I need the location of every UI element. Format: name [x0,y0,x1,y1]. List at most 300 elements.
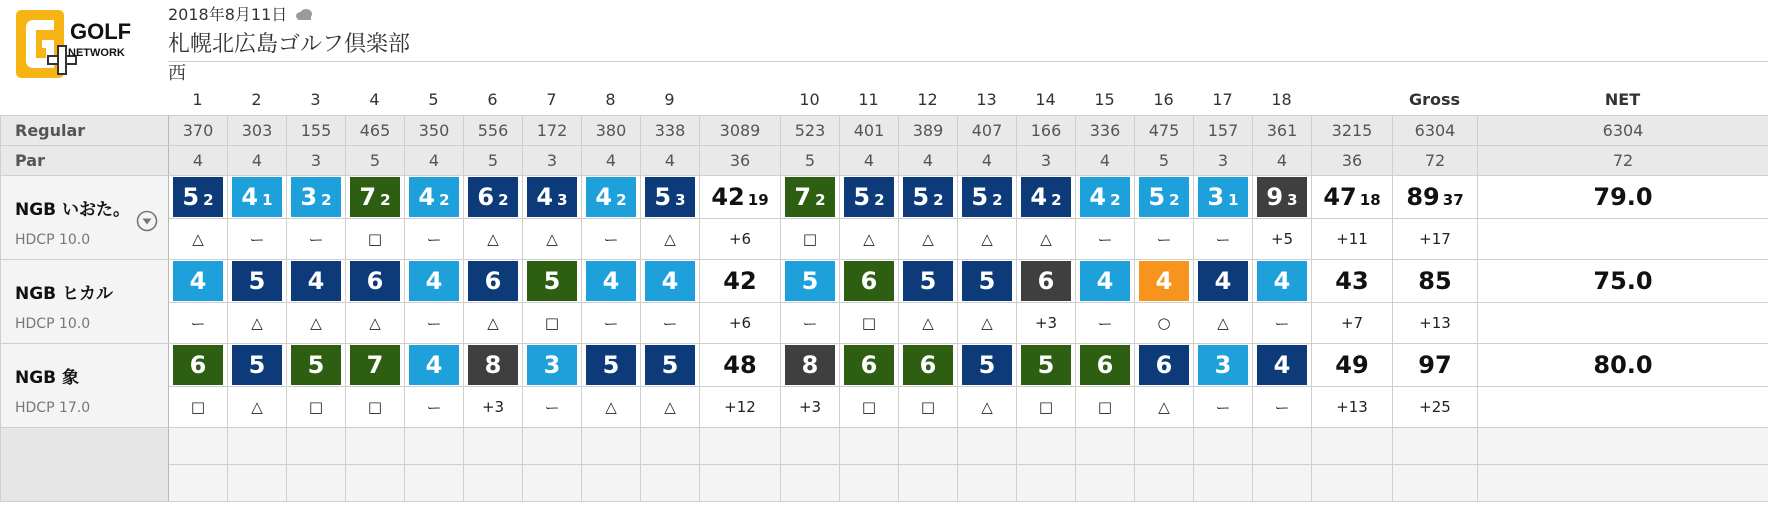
hole-label-6: 6 [487,90,498,109]
empty-cell [464,465,523,502]
total-strokes: 43 [1335,267,1369,295]
score-mark: △ [464,303,523,344]
empty-cell [840,428,899,465]
score-mark: □ [346,219,405,260]
info-cell: 370 [169,116,228,146]
hole-score-cell[interactable] [405,260,464,303]
hole-score-cell[interactable] [1253,176,1312,219]
strokes: 8 [801,351,819,379]
score-badge [1080,177,1130,217]
score-badge [409,261,459,301]
info-cell: 3089 [700,116,781,146]
empty-cell [700,465,781,502]
info-cell: 5 [1135,146,1194,176]
hole-score-cell[interactable] [958,260,1017,303]
strokes: 6 [860,351,878,379]
hole-label-13: 13 [976,90,997,109]
hole-score-cell[interactable] [1253,344,1312,387]
score-mark: △ [464,219,523,260]
hole-score-cell[interactable] [287,260,346,303]
hole-score-cell[interactable] [228,260,287,303]
info-cell: 6304 [1393,116,1478,146]
score-mark: ー [228,219,287,260]
score-mark: +3 [1017,303,1076,344]
player-score-row [1,260,1768,303]
hole-score-cell[interactable] [1076,344,1135,387]
score-mark: ー [1253,387,1312,428]
in-total-value [1335,267,1368,295]
info-cell: 303 [228,116,287,146]
hole-label-9: 9 [664,90,675,109]
score-mark: ー [405,219,464,260]
hole-score-cell[interactable] [1135,176,1194,219]
putts: 3 [1287,190,1298,209]
hole-score-cell[interactable] [228,176,287,219]
player-name: NGB いおた。 [15,200,131,220]
hole-score-cell[interactable] [582,176,641,219]
info-cell: 3 [1194,146,1253,176]
score-badge [903,345,953,385]
info-cell: 3 [287,146,346,176]
hole-label-17: 17 [1212,90,1233,109]
info-cell: 157 [1194,116,1253,146]
info-cell: 3 [523,146,582,176]
strokes: 5 [248,351,266,379]
empty-cell [169,465,228,502]
hole-score-cell[interactable] [405,344,464,387]
strokes: 3 [543,351,561,379]
net-score [1478,176,1768,219]
strokes: 4 [418,183,436,211]
total-putts: 19 [747,191,769,209]
empty-cell [346,465,405,502]
hole-label-2: 2 [251,90,262,109]
strokes: 5 [1037,351,1055,379]
score-mark: △ [169,219,228,260]
info-cell: 172 [523,116,582,146]
strokes: 4 [536,183,554,211]
strokes: 4 [1096,267,1114,295]
empty-cell [958,465,1017,502]
info-cell: 4 [958,146,1017,176]
in-total [1312,344,1393,387]
score-badge [527,261,577,301]
strokes: 4 [1155,267,1173,295]
total-strokes: 85 [1418,267,1452,295]
score-badge [1021,177,1071,217]
score-mark: □ [1076,387,1135,428]
score-mark [1478,387,1768,428]
putts: 1 [1228,190,1239,209]
score-badge [1080,345,1130,385]
empty-cell [641,465,700,502]
player-info[interactable] [1,260,169,344]
round-date: 2018年8月11日 [168,5,288,24]
putts: 2 [498,190,509,209]
putts: 2 [439,190,450,209]
empty-cell [1393,428,1478,465]
info-cell: 6304 [1478,116,1768,146]
net-score [1478,344,1768,387]
score-mark: △ [958,303,1017,344]
hole-score-cell[interactable] [582,260,641,303]
hole-score-cell[interactable] [641,176,700,219]
info-cell: 4 [169,146,228,176]
golf-network-logo [12,6,140,82]
score-mark: △ [641,387,700,428]
putts: 2 [933,190,944,209]
score-mark: ー [1076,219,1135,260]
score-mark: ー [1076,303,1135,344]
hole-score-cell[interactable] [958,176,1017,219]
score-mark: △ [641,219,700,260]
hole-label-7: 7 [546,90,557,109]
score-mark: ー [287,219,346,260]
score-badge [232,261,282,301]
strokes: 5 [1148,183,1166,211]
info-cell: 401 [840,116,899,146]
hole-label-14: 14 [1035,90,1056,109]
score-badge [844,345,894,385]
empty-cell [1135,428,1194,465]
score-mark: □ [287,387,346,428]
strokes: 4 [1089,183,1107,211]
hole-score-cell[interactable] [287,344,346,387]
empty-cell [287,465,346,502]
strokes: 5 [978,351,996,379]
score-badge [173,177,223,217]
hole-score-cell[interactable] [523,176,582,219]
hole-label-subtotal [699,86,780,114]
player-info[interactable] [1,176,169,260]
strokes: 6 [1037,267,1055,295]
player-info[interactable] [1,344,169,428]
score-badge [468,261,518,301]
score-badge [468,177,518,217]
info-cell: 4 [641,146,700,176]
score-badge [844,177,894,217]
score-badge [350,345,400,385]
score-badge [350,177,400,217]
player-score-row [1,176,1768,219]
hole-score-cell[interactable] [840,344,899,387]
hole-label-16: 16 [1153,90,1174,109]
empty-cell [1312,465,1393,502]
hole-score-cell[interactable] [840,176,899,219]
strokes: 4 [1273,351,1291,379]
hole-score-cell[interactable] [287,176,346,219]
score-badge [785,261,835,301]
score-mark: +3 [781,387,840,428]
player-mark-row [1,387,1768,428]
total-putts: 37 [1442,191,1464,209]
strokes: 6 [1155,351,1173,379]
score-mark: □ [781,219,840,260]
net-value: 80.0 [1593,351,1653,379]
hole-score-cell[interactable] [405,176,464,219]
strokes: 4 [189,267,207,295]
hole-score-cell[interactable] [1194,344,1253,387]
empty-cell [464,428,523,465]
score-mark: +12 [700,387,781,428]
empty-row [1,465,1768,502]
total-putts: 18 [1359,191,1381,209]
player-hdcp: HDCP 17.0 [15,400,91,416]
score-mark: △ [1194,303,1253,344]
hole-score-cell[interactable] [582,344,641,387]
hole-score-cell[interactable] [228,344,287,387]
course-name: 札幌北広島ゴルフ倶楽部 [168,32,411,57]
hole-label-18: 18 [1271,90,1292,109]
strokes: 5 [971,183,989,211]
hole-label-8: 8 [605,90,616,109]
hole-score-cell[interactable] [1017,176,1076,219]
info-cell: 72 [1478,146,1768,176]
empty-cell [1076,428,1135,465]
empty-cell [1017,465,1076,502]
empty-cell [781,465,840,502]
hole-score-cell[interactable] [1017,260,1076,303]
strokes: 4 [661,267,679,295]
hole-label-1: 1 [192,90,203,109]
logo-text-bottom: NETWORK [68,47,125,59]
score-mark: △ [899,219,958,260]
info-cell: 4 [582,146,641,176]
score-badge [1257,345,1307,385]
hole-score-cell[interactable] [346,344,405,387]
score-mark: ー [1135,219,1194,260]
score-mark: △ [958,219,1017,260]
hole-score-cell[interactable] [169,260,228,303]
empty-cell [228,465,287,502]
hole-score-cell[interactable] [346,260,405,303]
strokes: 4 [1214,267,1232,295]
hole-score-cell[interactable] [1017,344,1076,387]
strokes: 4 [425,351,443,379]
score-badge [527,177,577,217]
strokes: 3 [300,183,318,211]
hole-score-cell[interactable] [1253,260,1312,303]
hole-score-cell[interactable] [464,260,523,303]
hole-label-gross: Gross [1408,90,1461,109]
score-badge [291,345,341,385]
score-mark: ー [405,303,464,344]
gross-total [1393,260,1478,303]
info-cell: 336 [1076,116,1135,146]
hole-score-cell[interactable] [1194,176,1253,219]
strokes: 5 [853,183,871,211]
score-mark: △ [346,303,405,344]
putts: 2 [380,190,391,209]
hole-score-cell[interactable] [840,260,899,303]
score-badge [903,177,953,217]
strokes: 5 [912,183,930,211]
putts: 2 [874,190,885,209]
score-mark: △ [523,219,582,260]
score-mark: △ [899,303,958,344]
strokes: 4 [602,267,620,295]
score-mark: ー [523,387,582,428]
score-badge [586,177,636,217]
score-mark [1478,219,1768,260]
empty-cell [1393,465,1478,502]
chevron-down-icon[interactable] [136,210,158,232]
strokes: 3 [1207,183,1225,211]
info-cell: 4 [840,146,899,176]
score-badge [1198,177,1248,217]
hole-score-cell[interactable] [641,260,700,303]
hole-score-cell[interactable] [1135,344,1194,387]
hole-score-cell[interactable] [523,344,582,387]
empty-cell [1253,428,1312,465]
empty-cell [287,428,346,465]
empty-cell [958,428,1017,465]
player-score-row [1,344,1768,387]
score-mark: △ [287,303,346,344]
hole-score-cell[interactable] [346,176,405,219]
strokes: 6 [366,267,384,295]
score-mark [1478,303,1768,344]
info-cell: 4 [899,146,958,176]
strokes: 5 [543,267,561,295]
gross-total [1393,344,1478,387]
strokes: 8 [484,351,502,379]
score-mark: △ [228,303,287,344]
hole-score-cell[interactable] [464,176,523,219]
hole-score-cell[interactable] [1194,260,1253,303]
hole-score-cell[interactable] [169,344,228,387]
hole-score-cell[interactable] [781,344,840,387]
empty-cell [523,428,582,465]
score-badge [785,177,835,217]
strokes: 4 [425,267,443,295]
player-name: NGB 象 [15,368,80,388]
hole-score-cell[interactable] [1076,176,1135,219]
hole-label-3: 3 [310,90,321,109]
score-mark: ー [405,387,464,428]
hole-score-cell[interactable] [464,344,523,387]
score-mark: △ [1017,219,1076,260]
out-total-value [711,183,768,211]
hole-score-cell[interactable] [1135,260,1194,303]
course-header [168,2,410,62]
out-total-value [723,351,756,379]
strokes: 3 [1214,351,1232,379]
empty-cell [1076,465,1135,502]
score-badge [645,261,695,301]
info-cell: 350 [405,116,464,146]
putts: 2 [1169,190,1180,209]
score-badge [962,345,1012,385]
logo-text-top: GOLF [70,19,132,44]
score-mark: □ [1017,387,1076,428]
hole-score-cell[interactable] [899,176,958,219]
strokes: 4 [1030,183,1048,211]
score-mark: +5 [1253,219,1312,260]
hole-score-cell[interactable] [523,260,582,303]
in-total [1312,260,1393,303]
score-badge [1080,261,1130,301]
strokes: 5 [602,351,620,379]
gross-total-value [1418,351,1451,379]
score-badge [1198,345,1248,385]
strokes: 6 [919,351,937,379]
hole-label-4: 4 [369,90,380,109]
info-cell: 380 [582,116,641,146]
score-badge [1139,177,1189,217]
score-badge [903,261,953,301]
score-mark: +13 [1312,387,1393,428]
putts: 3 [557,190,568,209]
hole-label-subtotal [1311,86,1392,114]
score-mark: □ [840,387,899,428]
info-cell: 155 [287,116,346,146]
hole-score-cell[interactable] [641,344,700,387]
empty-cell [781,428,840,465]
score-badge [1257,261,1307,301]
score-mark: ー [169,303,228,344]
out-total [700,260,781,303]
hole-score-cell[interactable] [958,344,1017,387]
putts: 2 [1110,190,1121,209]
hole-score-cell[interactable] [169,176,228,219]
putts: 2 [992,190,1003,209]
info-cell: 4 [228,146,287,176]
score-mark: △ [1135,387,1194,428]
score-mark: △ [228,387,287,428]
score-badge [232,177,282,217]
info-cell: 5 [346,146,405,176]
hole-score-cell[interactable] [1076,260,1135,303]
score-mark: △ [582,387,641,428]
hole-score-cell[interactable] [781,176,840,219]
putts: 3 [675,190,686,209]
strokes: 4 [595,183,613,211]
out-total [700,176,781,219]
total-strokes: 42 [711,183,745,211]
strokes: 4 [241,183,259,211]
hole-score-cell[interactable] [781,260,840,303]
score-mark: △ [958,387,1017,428]
score-badge [844,261,894,301]
strokes: 6 [1096,351,1114,379]
player-name: NGB ヒカル [15,284,114,304]
score-badge [785,345,835,385]
strokes: 6 [860,267,878,295]
net-value: 79.0 [1593,183,1653,211]
info-cell: 4 [405,146,464,176]
info-cell: 72 [1393,146,1478,176]
empty-cell [1135,465,1194,502]
hole-score-cell[interactable] [899,344,958,387]
score-badge [409,345,459,385]
gross-total-value [1406,183,1463,211]
score-mark: □ [346,387,405,428]
strokes: 5 [248,267,266,295]
info-cell: 36 [700,146,781,176]
score-badge [468,345,518,385]
score-mark: ー [1253,303,1312,344]
score-mark: □ [840,303,899,344]
score-badge [1021,261,1071,301]
hole-score-cell[interactable] [899,260,958,303]
score-badge [291,261,341,301]
score-mark: +11 [1312,219,1393,260]
in-total [1312,176,1393,219]
score-badge [173,345,223,385]
empty-cell [1478,428,1768,465]
score-mark: +6 [700,303,781,344]
